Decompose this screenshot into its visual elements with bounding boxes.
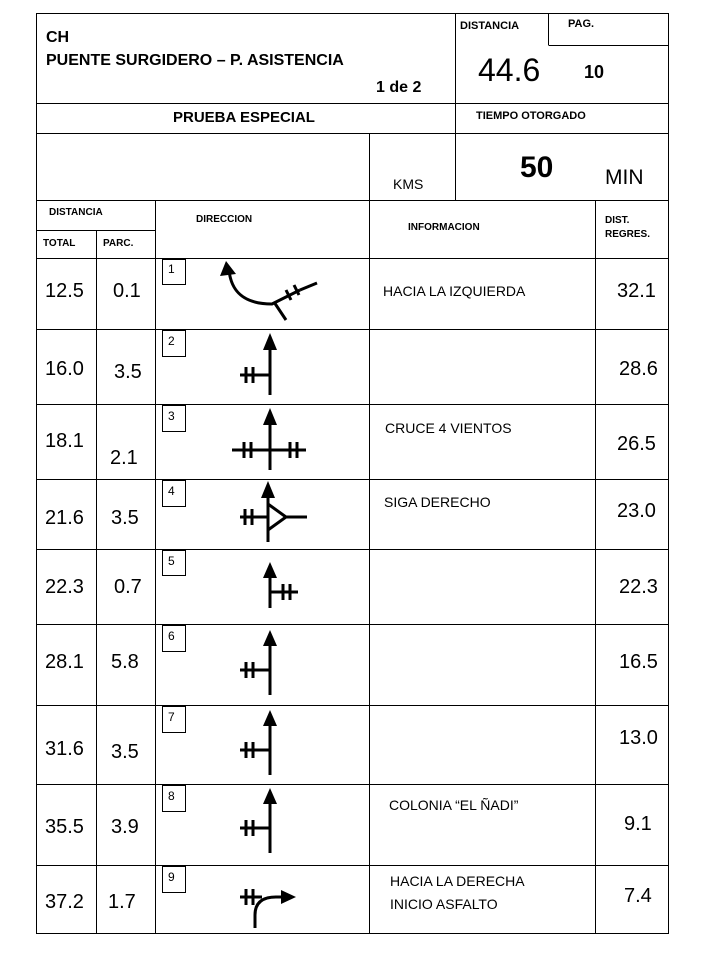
row-total: 18.1 (45, 430, 84, 452)
col-total: TOTAL (43, 238, 76, 249)
row-number: 7 (168, 710, 175, 724)
row-info: CRUCE 4 VIENTOS (385, 420, 512, 436)
row-info-line-1: HACIA LA DERECHA (390, 873, 525, 889)
time-value: 50 (520, 151, 554, 184)
row-number: 2 (168, 334, 175, 348)
row-info: HACIA LA IZQUIERDA (383, 283, 526, 299)
col-remaining-2: REGRES. (605, 229, 651, 240)
row-number: 9 (168, 870, 175, 884)
col-distance: DISTANCIA (49, 207, 103, 218)
col-direction: DIRECCION (196, 214, 253, 225)
row-partial: 3.9 (111, 816, 139, 838)
row-partial: 0.7 (114, 576, 142, 598)
row-info: COLONIA “EL ÑADI” (389, 797, 519, 813)
row-remaining: 7.4 (624, 885, 652, 907)
time-label: TIEMPO OTORGADO (476, 110, 586, 122)
row-total: 37.2 (45, 891, 84, 913)
row-info: SIGA DERECHO (384, 494, 491, 510)
stage-title: PUENTE SURGIDERO – P. ASISTENCIA (46, 52, 344, 69)
col-remaining: DIST. (605, 215, 630, 226)
row-partial: 0.1 (113, 280, 141, 302)
row-remaining: 26.5 (617, 433, 656, 455)
row-partial: 2.1 (110, 447, 138, 469)
row-partial: 3.5 (111, 741, 139, 763)
page-value: 10 (584, 62, 605, 82)
row-partial: 5.8 (111, 651, 139, 673)
rally-code: CH (46, 29, 70, 46)
row-partial: 3.5 (114, 361, 142, 383)
sheet-number: 1 de 2 (376, 79, 422, 96)
row-total: 31.6 (45, 738, 84, 760)
row-info-line-2: INICIO ASFALTO (390, 896, 498, 912)
col-information: INFORMACION (408, 222, 480, 233)
row-number: 1 (168, 262, 175, 276)
col-partial: PARC. (103, 238, 134, 249)
time-unit: MIN (605, 166, 644, 189)
page-label: PAG. (568, 18, 595, 30)
row-total: 21.6 (45, 507, 84, 529)
row-partial: 3.5 (111, 507, 139, 529)
kms-label: KMS (393, 176, 424, 192)
row-remaining: 28.6 (619, 358, 658, 380)
row-remaining: 16.5 (619, 651, 658, 673)
row-total: 12.5 (45, 280, 84, 302)
distance-label: DISTANCIA (460, 20, 520, 32)
row-remaining: 32.1 (617, 280, 656, 302)
row-remaining: 22.3 (619, 576, 658, 598)
distance-value: 44.6 (478, 52, 541, 88)
row-total: 28.1 (45, 651, 84, 673)
row-remaining: 9.1 (624, 813, 652, 835)
row-number: 3 (168, 409, 175, 423)
special-stage-label: PRUEBA ESPECIAL (173, 109, 315, 126)
row-number: 5 (168, 554, 175, 568)
row-number: 4 (168, 484, 175, 498)
row-number: 6 (168, 629, 175, 643)
row-total: 22.3 (45, 576, 84, 598)
row-remaining: 13.0 (619, 727, 658, 749)
row-number: 8 (168, 789, 175, 803)
row-total: 16.0 (45, 358, 84, 380)
row-partial: 1.7 (108, 891, 136, 913)
row-remaining: 23.0 (617, 500, 656, 522)
row-total: 35.5 (45, 816, 84, 838)
